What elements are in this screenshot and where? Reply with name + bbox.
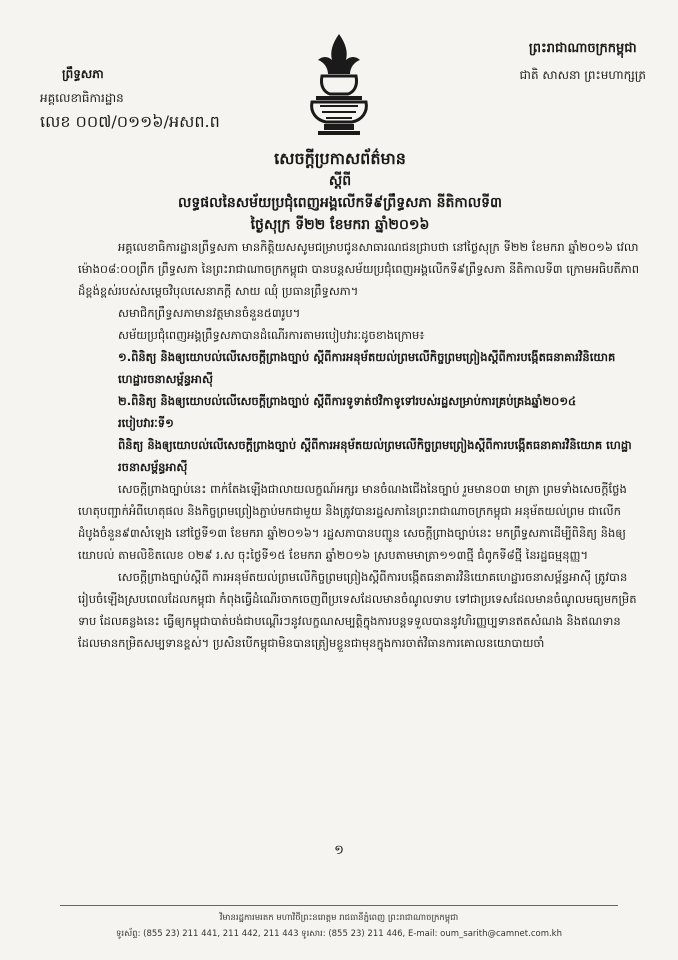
national-motto: ជាតិ សាសនា ព្រះមហាក្សត្រ: [519, 68, 646, 82]
paragraph-intro: អគ្គលេខាធិការដ្ឋានព្រឹទ្ធសភា មានកិត្តិយសសូមជម្រាបជូនសាធារណជនជ្រាបថា នៅថ្ងៃសុក្រ ទី២២ ខែមករា ឆ្នាំ២០១៦ វេលាម៉ោង០៨:០០ព្រឹក ព្រឹទ្ធសភា នៃព្រះរាជាណាចក្រកម្ពុជា បានបន្តសម័យប្រជុំពេញអង្គលើកទី៩ព្រឹទ្ធសភា នីតិកាលទី៣ ក្រោមអធិបតីភាពដ៏ខ្ពង់ខ្ពស់របស់សម្ដេចវិបុលសេនាភក្ដី សាយ ឈុំ ប្រធានព្រឹទ្ធសភា។: [78, 240, 640, 298]
page-number: ១: [334, 843, 344, 858]
footer-divider: [60, 905, 618, 906]
agenda-heading-text: ពិនិត្យ និងឲ្យយោបល់លើសេចក្ដីព្រាងច្បាប់ ស្ដីពីការអនុម័តយល់ព្រមលើកិច្ចព្រមព្រៀងស្ដីពីការបង្កើតធនាគារវិនិយោគ ហេដ្ឋារចនាសម្ព័ន្ធអាស៊ី: [118, 438, 632, 474]
agenda-item-2: ២.ពិនិត្យ និងឲ្យយោបល់លើសេចក្ដីព្រាងច្បាប់ ស្ដីពីការទូទាត់ថវិកាទូទៅរបស់រដ្ឋសម្រាប់ការគ្រប់គ្រងឆ្នាំ២០១៤: [118, 394, 577, 408]
footer-phone-email: ទូរស័ព្ទ: (855 23) 211 441, 211 442, 211 443 ទូរសារ: (855 23) 211 446, E-mail: oum_sarith@camnet.com.kh: [116, 929, 562, 939]
issuer-department: អគ្គលេខាធិការដ្ឋាន: [40, 91, 124, 105]
document-subject: លទ្ធផលនៃសម័យប្រជុំពេញអង្គលើកទី៩ព្រឹទ្ធសភា នីតិកាលទី៣: [178, 195, 502, 211]
agenda-item-1: ១.ពិនិត្យ និងឲ្យយោបល់លើសេចក្ដីព្រាងច្បាប់ ស្ដីពីការអនុម័តយល់ព្រមលើកិច្ចព្រមព្រៀងស្ដីពីការបង្កើតធនាគារវិនិយោគ ហេដ្ឋារចនាសម្ព័ន្ធអាស៊ី: [118, 350, 616, 386]
footer-contact: [60, 910, 618, 942]
paragraph-context: សេចក្ដីព្រាងច្បាប់ស្ដីពី ការអនុម័តយល់ព្រមលើកិច្ចព្រមព្រៀងស្ដីពីការបង្កើតធនាគារវិនិយោគហេដ្ឋារចនាសម្ព័ន្ធអាស៊ី ត្រូវបានរៀបចំឡើងស្របពេលដែលកម្ពុជា កំពុងធ្វើដំណើរចាកចេញពីប្រទេសដែលមានចំណូលទាប ទៅជាប្រទេសដែលមានចំណូលមធ្យមកម្រិតទាប ដែលគន្លងនេះ ធ្វើឲ្យកម្ពុជាបាត់បង់ជាបណ្ដើរៗនូវលក្ខណសម្បត្តិក្នុងការបន្តទទួលបាននូវហិរញ្ញប្បទានឥតសំណង និងឥណទានដែលមានកម្រិតសម្បទានខ្ពស់។ ប្រសិនបើកម្ពុជាមិនបានត្រៀមខ្លួនជាមុនក្នុងការចាត់វិធានការគោលនយោបាយចាំ: [78, 570, 637, 650]
paragraph-attendance: សមាជិកព្រឹទ្ធសភាមានវត្តមានចំនួន៥៣រូប។: [118, 306, 301, 320]
paragraph-agenda-intro: សម័យប្រជុំពេញអង្គព្រឹទ្ធសភាបានដំណើរការតាមរបៀបវារៈដូចខាងក្រោម៖: [118, 328, 425, 342]
footer-address: វិមានរដ្ឋការមរតក មហាវិថីព្រះនរោត្តម រាជធានីភ្នំពេញ ព្រះរាជាណាចក្រកម្ពុជា: [219, 913, 459, 923]
title-about: ស្ដីពី: [328, 173, 352, 189]
reference-number: លេខ ០០៧/០១១៦/អសព.ព: [40, 112, 220, 131]
issuer-name: ព្រឹទ្ធសភា: [62, 67, 104, 81]
agenda-heading: របៀបវារៈទី១: [118, 416, 174, 430]
paragraph-draft-law: សេចក្ដីព្រាងច្បាប់នេះ ពាក់តែងឡើងជាលាយលក្ខណ៍អក្សរ មានចំណងជើងនៃច្បាប់ រួមមាន០៣ មាត្រា ព្រមទាំងសេចក្ដីថ្លែងហេតុបញ្ជាក់អំពីហេតុផល និងកិច្ចព្រមព្រៀងភ្ជាប់មកជាមួយ និងត្រូវបានរដ្ឋសភានៃព្រះរាជាណាចក្រកម្ពុជា អនុម័តយល់ព្រម ជាលើកដំបូងចំនួន៩៣សំឡេង នៅថ្ងៃទី១៣ ខែមករា ឆ្នាំ២០១៦។ រដ្ឋសភាបានបញ្ជូន សេចក្ដីព្រាងច្បាប់នេះ មកព្រឹទ្ធសភាដើម្បីពិនិត្យ និងឲ្យយោបល់ តាមលិខិតលេខ ០២៩ រ.ស ចុះថ្ងៃទី១៥ ខែមករា ឆ្នាំ២០១៦ ស្របតាមមាត្រា១១៣ថ្មី ជំពូកទី៨ថ្មី នៃរដ្ឋធម្មនុញ្ញ។: [78, 482, 627, 562]
document-body: [78, 236, 642, 654]
document-date: ថ្ងៃសុក្រ ទី២២ ខែមករា ឆ្នាំ២០១៦: [250, 217, 430, 233]
document-titles: [100, 148, 580, 236]
kingdom-name: ព្រះរាជាណាចក្រកម្ពុជា: [528, 41, 637, 56]
issuer-header: [40, 62, 220, 134]
senate-emblem-logo: [302, 30, 376, 138]
agenda-list: [78, 346, 642, 412]
document-title: សេចក្ដីប្រកាសព័ត៌មាន: [274, 149, 406, 168]
kingdom-header: [520, 36, 646, 88]
